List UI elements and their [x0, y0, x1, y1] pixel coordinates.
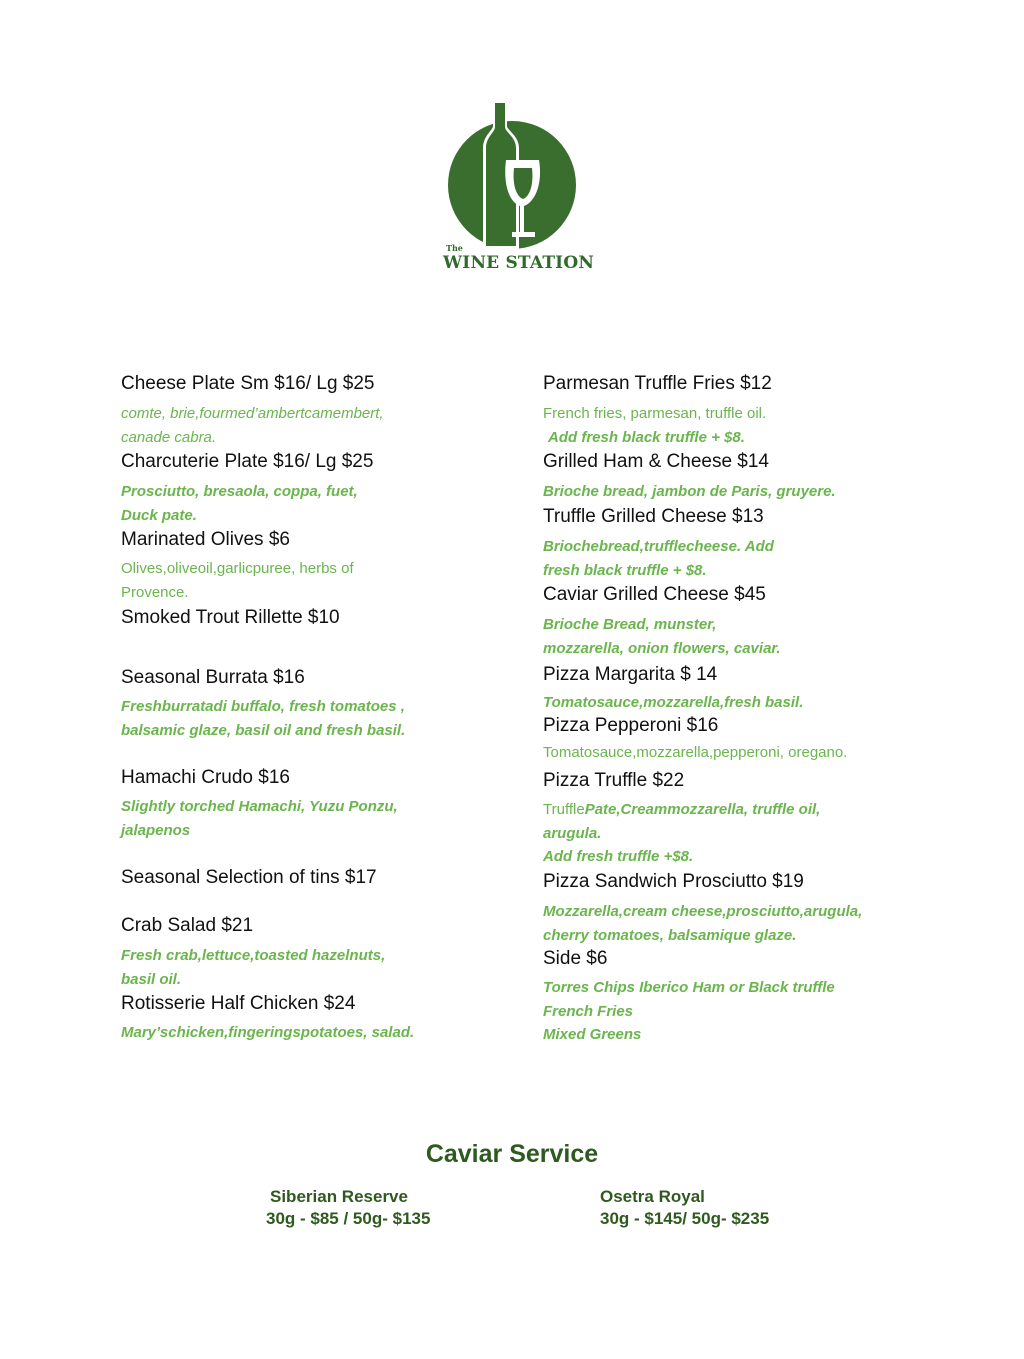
menu-item [543, 714, 943, 765]
item-description: Mary’schicken,fingeringspotatoes, salad. [121, 1024, 415, 1041]
menu-item [543, 663, 943, 715]
item-description: Tomatosauce,mozzarella,fresh basil. [543, 694, 804, 711]
caviar-item [600, 1186, 769, 1230]
item-title: Pizza Pepperoni $16 [543, 715, 719, 736]
item-title: Caviar Grilled Cheese $45 [543, 584, 766, 605]
item-title: Crab Salad $21 [121, 915, 254, 936]
item-title: Seasonal Selection of tins $17 [121, 867, 377, 888]
item-title: Marinated Olives $6 [121, 529, 290, 550]
item-title: Charcuterie Plate $16/ Lg $25 [121, 451, 374, 472]
item-title: Smoked Trout Rillette $10 [121, 607, 340, 628]
item-description: Brioche Bread, munster, mozzarella, onion flowers, caviar. [543, 616, 781, 657]
wine-station-logo [443, 100, 595, 278]
item-title: Pizza Margarita $ 14 [543, 664, 718, 685]
item-description: comte, brie,fourmed’ambertcamembert, canade cabra. [121, 405, 384, 446]
caviar-name: Osetra Royal [600, 1187, 705, 1206]
item-title: Parmesan Truffle Fries $12 [543, 373, 772, 394]
item-description: TrufflePate,Creammozzarella, truffle oil, arugula. Add fresh truffle +$8. [543, 801, 821, 865]
menu-item [121, 914, 481, 991]
item-description: Olives,oliveoil,garlicpuree, herbs of Provence. [121, 560, 354, 601]
menu-item [543, 870, 943, 947]
item-description: Brioche bread, jambon de Paris, gruyere. [543, 483, 836, 500]
caviar-service-heading: Caviar Service [425, 1140, 599, 1168]
item-description: Fresh crab,lettuce,toasted hazelnuts, basil oil. [121, 947, 386, 988]
caviar-price: 30g - $145/ 50g- $235 [600, 1209, 770, 1228]
item-title: Pizza Truffle $22 [543, 770, 685, 791]
menu-item [543, 769, 943, 869]
menu-item [121, 992, 481, 1045]
menu-item [121, 372, 481, 449]
item-title: Cheese Plate Sm $16/ Lg $25 [121, 373, 375, 394]
menu-item [543, 947, 943, 1047]
menu-item [121, 666, 481, 742]
logo-brand-name: WINE STATION [443, 253, 595, 273]
item-description: Briochebread,trufflecheese. Add fresh black truffle + $8. [543, 538, 774, 579]
logo-the-text: The [446, 243, 463, 253]
item-description: Mozzarella,cream cheese,prosciutto,arugula, cherry tomatoes, balsamique glaze. [543, 903, 863, 944]
item-title: Pizza Sandwich Prosciutto $19 [543, 871, 804, 892]
item-description: Slightly torched Hamachi, Yuzu Ponzu, jalapenos [121, 798, 398, 839]
item-description: French fries, parmesan, truffle oil. Add fresh black truffle + $8. [543, 405, 767, 446]
menu-item [121, 866, 481, 890]
item-title: Grilled Ham & Cheese $14 [543, 451, 769, 472]
item-description: Tomatosauce,mozzarella,pepperoni, oregano. [543, 744, 848, 761]
item-title: Seasonal Burrata $16 [121, 667, 305, 688]
menu-item [543, 450, 943, 504]
caviar-price: 30g - $85 / 50g- $135 [266, 1209, 431, 1228]
caviar-item [266, 1186, 430, 1230]
item-description: Freshburratadi buffalo, fresh tomatoes , balsamic glaze, basil oil and fresh basil. [121, 698, 406, 739]
menu-item [121, 528, 481, 604]
item-description: Torres Chips Iberico Ham or Black truffle French Fries Mixed Greens [543, 979, 835, 1043]
wine-bottle-glass-icon [443, 100, 591, 250]
menu-item [543, 505, 943, 582]
menu-item [543, 583, 943, 660]
menu-item [543, 372, 943, 449]
menu-item [121, 450, 481, 527]
item-title: Side $6 [543, 948, 608, 969]
item-title: Rotisserie Half Chicken $24 [121, 993, 356, 1014]
menu-item [121, 606, 481, 630]
item-title: Hamachi Crudo $16 [121, 767, 290, 788]
item-description: Prosciutto, bresaola, coppa, fuet, Duck pate. [121, 483, 358, 524]
menu-item [121, 766, 481, 842]
item-title: Truffle Grilled Cheese $13 [543, 506, 764, 527]
caviar-name: Siberian Reserve [270, 1187, 408, 1206]
